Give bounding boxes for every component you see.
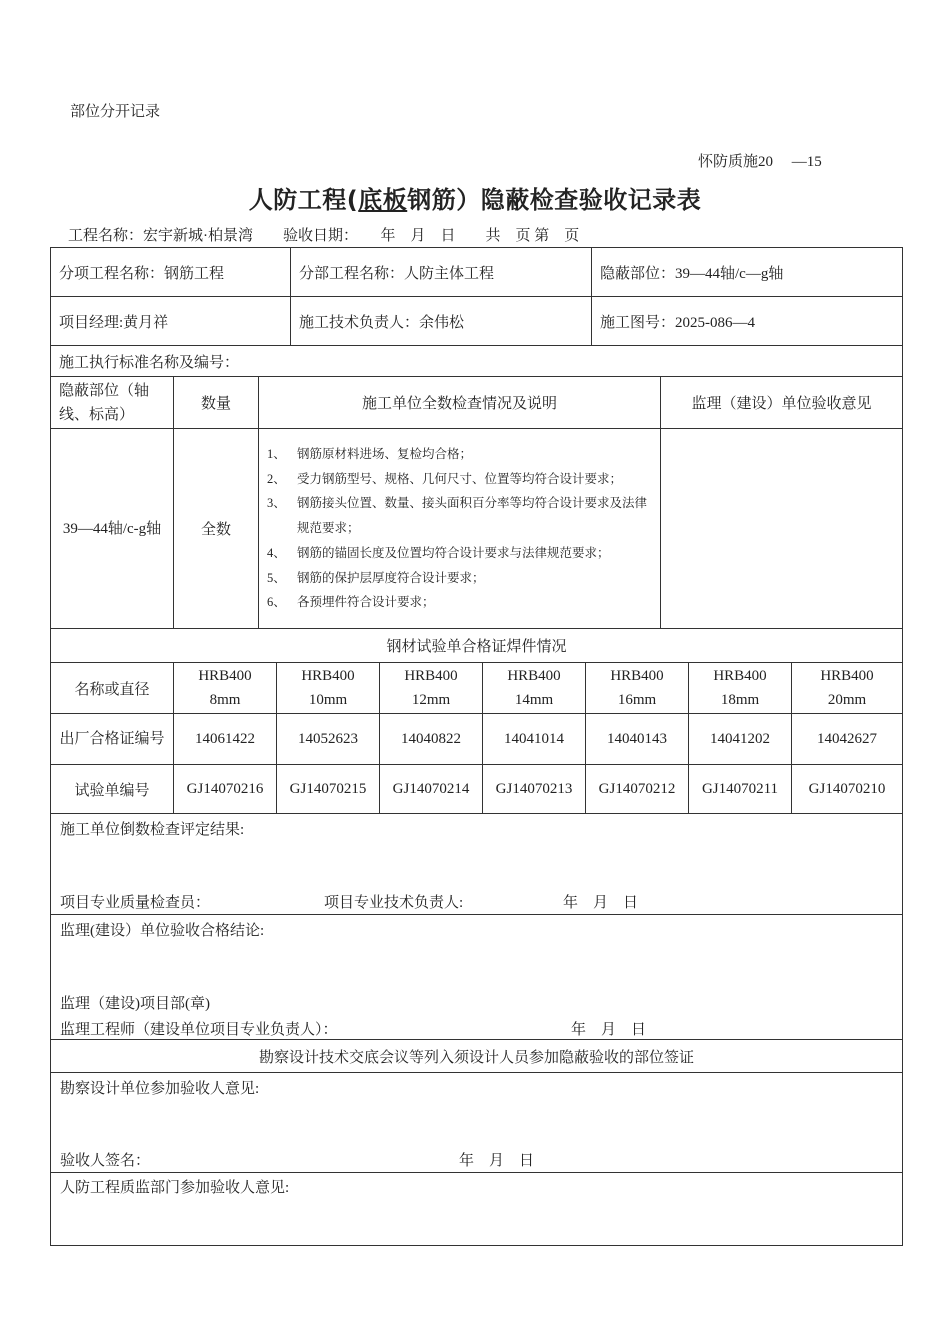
materials-section-title: 钢材试验单合格证焊件情况 bbox=[51, 629, 903, 663]
table-cell: GJ14070214 bbox=[380, 765, 483, 814]
construction-date: 年 月 日 bbox=[563, 895, 639, 911]
table-cell: HRB400 18mm bbox=[689, 663, 792, 714]
supervision-result-cell bbox=[51, 915, 903, 1040]
signature-label: 验收人签名： bbox=[60, 1153, 151, 1169]
col-header-qty: 数量 bbox=[174, 377, 259, 429]
title-suffix: 钢筋）隐蔽检查验收记录表 bbox=[407, 186, 702, 214]
top-note: 部位分开记录 bbox=[70, 104, 161, 120]
list-item: 2、 受力钢筋型号、规格、几何尺寸、位置等均符合设计要求； bbox=[267, 471, 623, 486]
row-label-cert: 出厂合格证编号 bbox=[51, 714, 174, 765]
list-item: 5、 钢筋的保护层厚度符合设计要求； bbox=[267, 570, 485, 585]
table-cell: HRB400 20mm bbox=[792, 663, 903, 714]
table-cell: 14042627 bbox=[792, 714, 903, 765]
materials-table bbox=[50, 662, 903, 814]
table-cell: GJ14070215 bbox=[277, 765, 380, 814]
table-cell: GJ14070212 bbox=[586, 765, 689, 814]
table-cell: HRB400 8mm bbox=[174, 663, 277, 714]
page-title bbox=[0, 180, 950, 215]
table-cell: 14040143 bbox=[586, 714, 689, 765]
technical-lead: 施工技术负责人：余伟松 bbox=[291, 297, 592, 346]
project-manager: 项目经理:黄月祥 bbox=[51, 297, 291, 346]
supervision-date: 年 月 日 bbox=[571, 1022, 647, 1038]
row-label-name: 名称或直径 bbox=[51, 663, 174, 714]
col-header-part: 隐蔽部位（轴线、标高） bbox=[51, 377, 174, 429]
survey-opinion-label: 勘察设计单位参加验收人意见: bbox=[60, 1081, 260, 1097]
supervision-result-label: 监理(建设）单位验收合格结论: bbox=[60, 923, 265, 939]
qty-value: 全数 bbox=[174, 429, 259, 629]
list-item: 1、 钢筋原材料进场、复检均合格； bbox=[267, 446, 473, 461]
inspection-table bbox=[50, 345, 903, 663]
list-item: 4、 钢筋的锚固长度及位置均符合设计要求与法律规范要求； bbox=[267, 545, 610, 560]
drawing-number: 施工图号：2025-086—4 bbox=[592, 297, 903, 346]
row-label-test: 试验单编号 bbox=[51, 765, 174, 814]
sub-division-name: 分部工程名称：人防主体工程 bbox=[291, 248, 592, 297]
table-cell: GJ14070216 bbox=[174, 765, 277, 814]
table-cell: GJ14070210 bbox=[792, 765, 903, 814]
header-info-table bbox=[50, 247, 903, 346]
survey-date: 年 月 日 bbox=[459, 1153, 535, 1169]
construction-result-cell bbox=[51, 814, 903, 915]
tech-lead-label: 项目专业技术负责人: bbox=[324, 895, 464, 911]
table-cell: HRB400 14mm bbox=[483, 663, 586, 714]
results-table bbox=[50, 813, 903, 1246]
table-cell: GJ14070213 bbox=[483, 765, 586, 814]
construction-result-label: 施工单位倒数检查评定结果: bbox=[60, 822, 245, 838]
supervision-department: 监理（建设)项目部(章) bbox=[60, 996, 210, 1012]
supervision-opinion-cell bbox=[661, 429, 903, 629]
concealed-part: 隐蔽部位：39—44轴/c—g轴 bbox=[592, 248, 903, 297]
check-list bbox=[267, 442, 654, 616]
col-header-check: 施工单位全数检查情况及说明 bbox=[259, 377, 661, 429]
table-cell: 14061422 bbox=[174, 714, 277, 765]
inspector-label: 项目专业质量检查员： bbox=[60, 895, 211, 911]
survey-opinion-cell bbox=[51, 1073, 903, 1173]
table-cell: 14041014 bbox=[483, 714, 586, 765]
list-item: 3、 钢筋接头位置、数量、接头面积百分率等均符合设计要求及法律规范要求； bbox=[267, 496, 648, 536]
sub-item-name: 分项工程名称：钢筋工程 bbox=[51, 248, 291, 297]
title-underlined: 底板 bbox=[358, 186, 408, 214]
table-cell: 14040822 bbox=[380, 714, 483, 765]
title-prefix: 人防工程( bbox=[248, 186, 359, 214]
accept-date: 验收日期： 年 月 日 bbox=[283, 228, 456, 244]
survey-section-title: 勘察设计技术交底会议等列入须设计人员参加隐蔽验收的部位签证 bbox=[51, 1040, 903, 1073]
table-cell: HRB400 10mm bbox=[277, 663, 380, 714]
table-cell: 14041202 bbox=[689, 714, 792, 765]
list-item: 6、 各预埋件符合设计要求； bbox=[267, 595, 435, 610]
table-cell: 14052623 bbox=[277, 714, 380, 765]
check-details bbox=[259, 429, 661, 629]
info-line bbox=[68, 224, 579, 245]
project-name: 工程名称：宏宇新城·柏景湾 bbox=[68, 228, 253, 244]
table-cell: GJ14070211 bbox=[689, 765, 792, 814]
document-code: 怀防质施20 —15 bbox=[698, 154, 822, 170]
table-cell: HRB400 16mm bbox=[586, 663, 689, 714]
col-header-supervision: 监理（建设）单位验收意见 bbox=[661, 377, 903, 429]
civil-defense-opinion-cell bbox=[51, 1173, 903, 1246]
supervision-engineer: 监理工程师（建设单位项目专业负责人）： bbox=[60, 1022, 338, 1038]
standard-label: 施工执行标准名称及编号： bbox=[51, 346, 903, 377]
table-cell: HRB400 12mm bbox=[380, 663, 483, 714]
part-value: 39—44轴/c-g轴 bbox=[51, 429, 174, 629]
page-count: 共 页 第 页 bbox=[485, 228, 580, 244]
civil-defense-opinion-label: 人防工程质监部门参加验收人意见: bbox=[60, 1180, 290, 1196]
